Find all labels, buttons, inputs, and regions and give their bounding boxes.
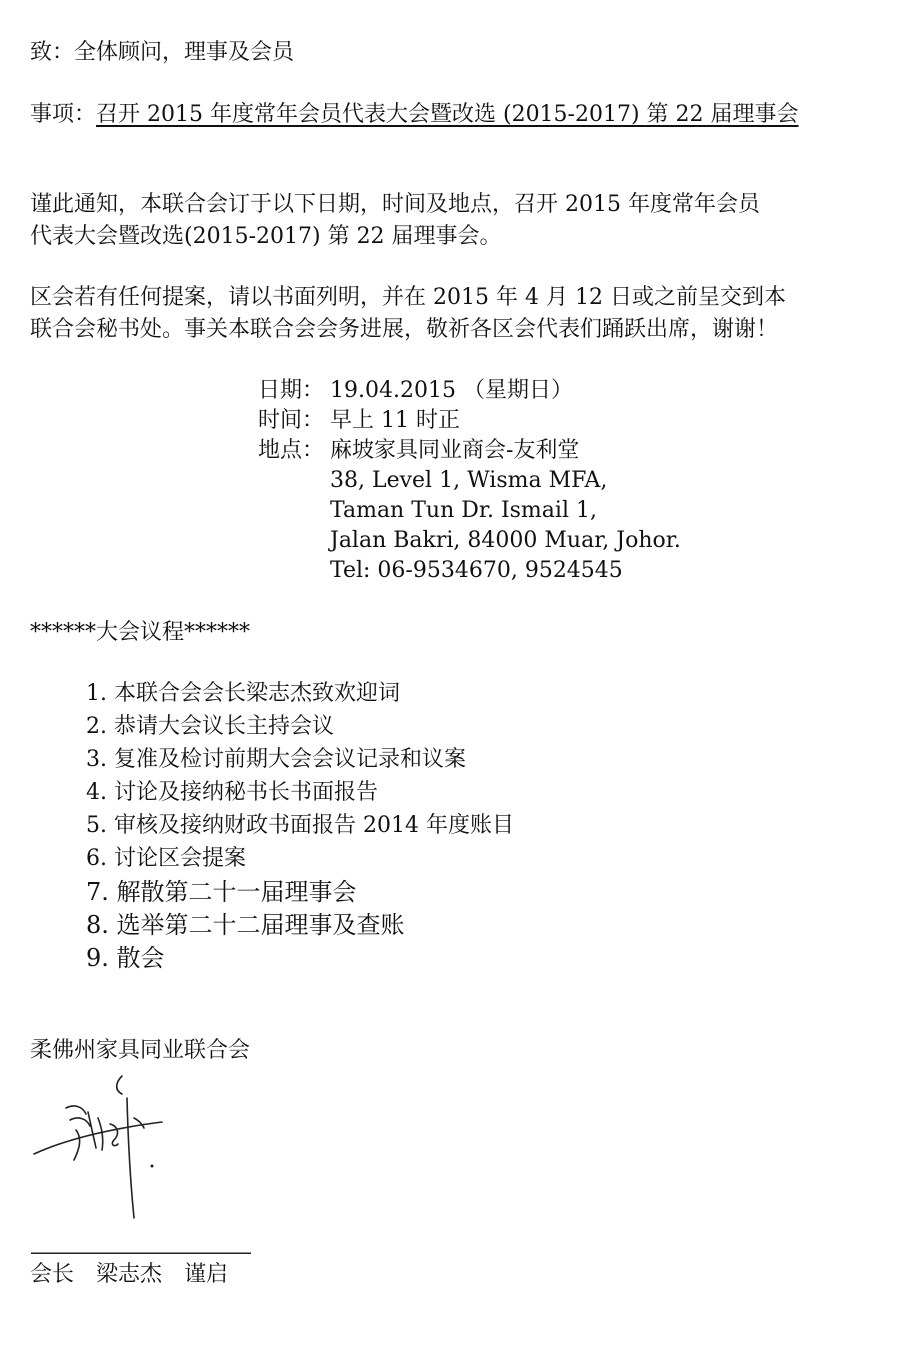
agenda-list bbox=[86, 678, 514, 975]
notice-paragraph-line-2: 代表大会暨改选(2015-2017) 第 22 届理事会。 bbox=[30, 224, 502, 249]
date-row bbox=[258, 376, 681, 406]
date-value: 19.04.2015 （星期日） bbox=[330, 378, 573, 403]
agenda-item: 1. 本联合会会长梁志杰致欢迎词 bbox=[86, 681, 400, 706]
venue-telephone: Tel: 06-9534670, 9524545 bbox=[330, 558, 623, 583]
recipients-line: 致：全体顾问，理事及会员 bbox=[30, 40, 295, 65]
venue-label: 地点： bbox=[258, 438, 325, 463]
venue-address-line-2: Taman Tun Dr. Ismail 1, bbox=[330, 498, 597, 523]
signoff-text: 谨启 bbox=[184, 1262, 229, 1287]
venue-row bbox=[258, 436, 681, 466]
agenda-item: 9. 散会 bbox=[86, 944, 165, 972]
agenda-item: 2. 恭请大会议长主持会议 bbox=[86, 714, 334, 739]
agenda-item: 8. 选举第二十二届理事及查账 bbox=[86, 911, 405, 939]
agenda-item: 5. 审核及接纳财政书面报告 2014 年度账目 bbox=[86, 813, 514, 838]
agenda-item: 6. 讨论区会提案 bbox=[86, 846, 246, 871]
subject-text: 召开 2015 年度常年会员代表大会暨改选 (2015-2017) 第 22 届理事会 bbox=[96, 102, 799, 127]
signer-title: 会长 bbox=[30, 1262, 75, 1287]
subject-label: 事项： bbox=[30, 102, 97, 127]
agenda-title: ******大会议程****** bbox=[30, 620, 251, 645]
handwritten-signature bbox=[30, 1068, 170, 1228]
signer-name: 梁志杰 bbox=[96, 1262, 163, 1287]
time-value: 早上 11 时正 bbox=[330, 408, 460, 433]
venue-address-line-3: Jalan Bakri, 84000 Muar, Johor. bbox=[330, 528, 681, 553]
agenda-item: 7. 解散第二十一届理事会 bbox=[86, 878, 357, 906]
time-label: 时间： bbox=[258, 408, 325, 433]
signoff-line bbox=[30, 1260, 250, 1290]
time-row bbox=[258, 406, 681, 436]
agenda-item: 3. 复准及检讨前期大会会议记录和议案 bbox=[86, 747, 466, 772]
notice-paragraph-line-1: 谨此通知，本联合会订于以下日期，时间及地点，召开 2015 年度常年会员 bbox=[30, 192, 760, 217]
proposal-paragraph-line-2: 联合会秘书处。事关本联合会会务进展，敬祈各区会代表们踊跃出席，谢谢！ bbox=[30, 317, 779, 342]
venue-address-line-1: 38, Level 1, Wisma MFA, bbox=[330, 468, 608, 493]
organization-name: 柔佛州家具同业联合会 bbox=[30, 1038, 251, 1063]
meeting-details bbox=[258, 376, 681, 586]
agenda-item: 4. 讨论及接纳秘书长书面报告 bbox=[86, 780, 378, 805]
subject-line bbox=[30, 100, 799, 130]
venue-name: 麻坡家具同业商会-友利堂 bbox=[330, 438, 580, 463]
signature-rule: ——————————— bbox=[30, 1240, 250, 1265]
proposal-paragraph-line-1: 区会若有任何提案，请以书面列明，并在 2015 年 4 月 12 日或之前呈交到本 bbox=[30, 285, 786, 310]
date-label: 日期： bbox=[258, 378, 325, 403]
